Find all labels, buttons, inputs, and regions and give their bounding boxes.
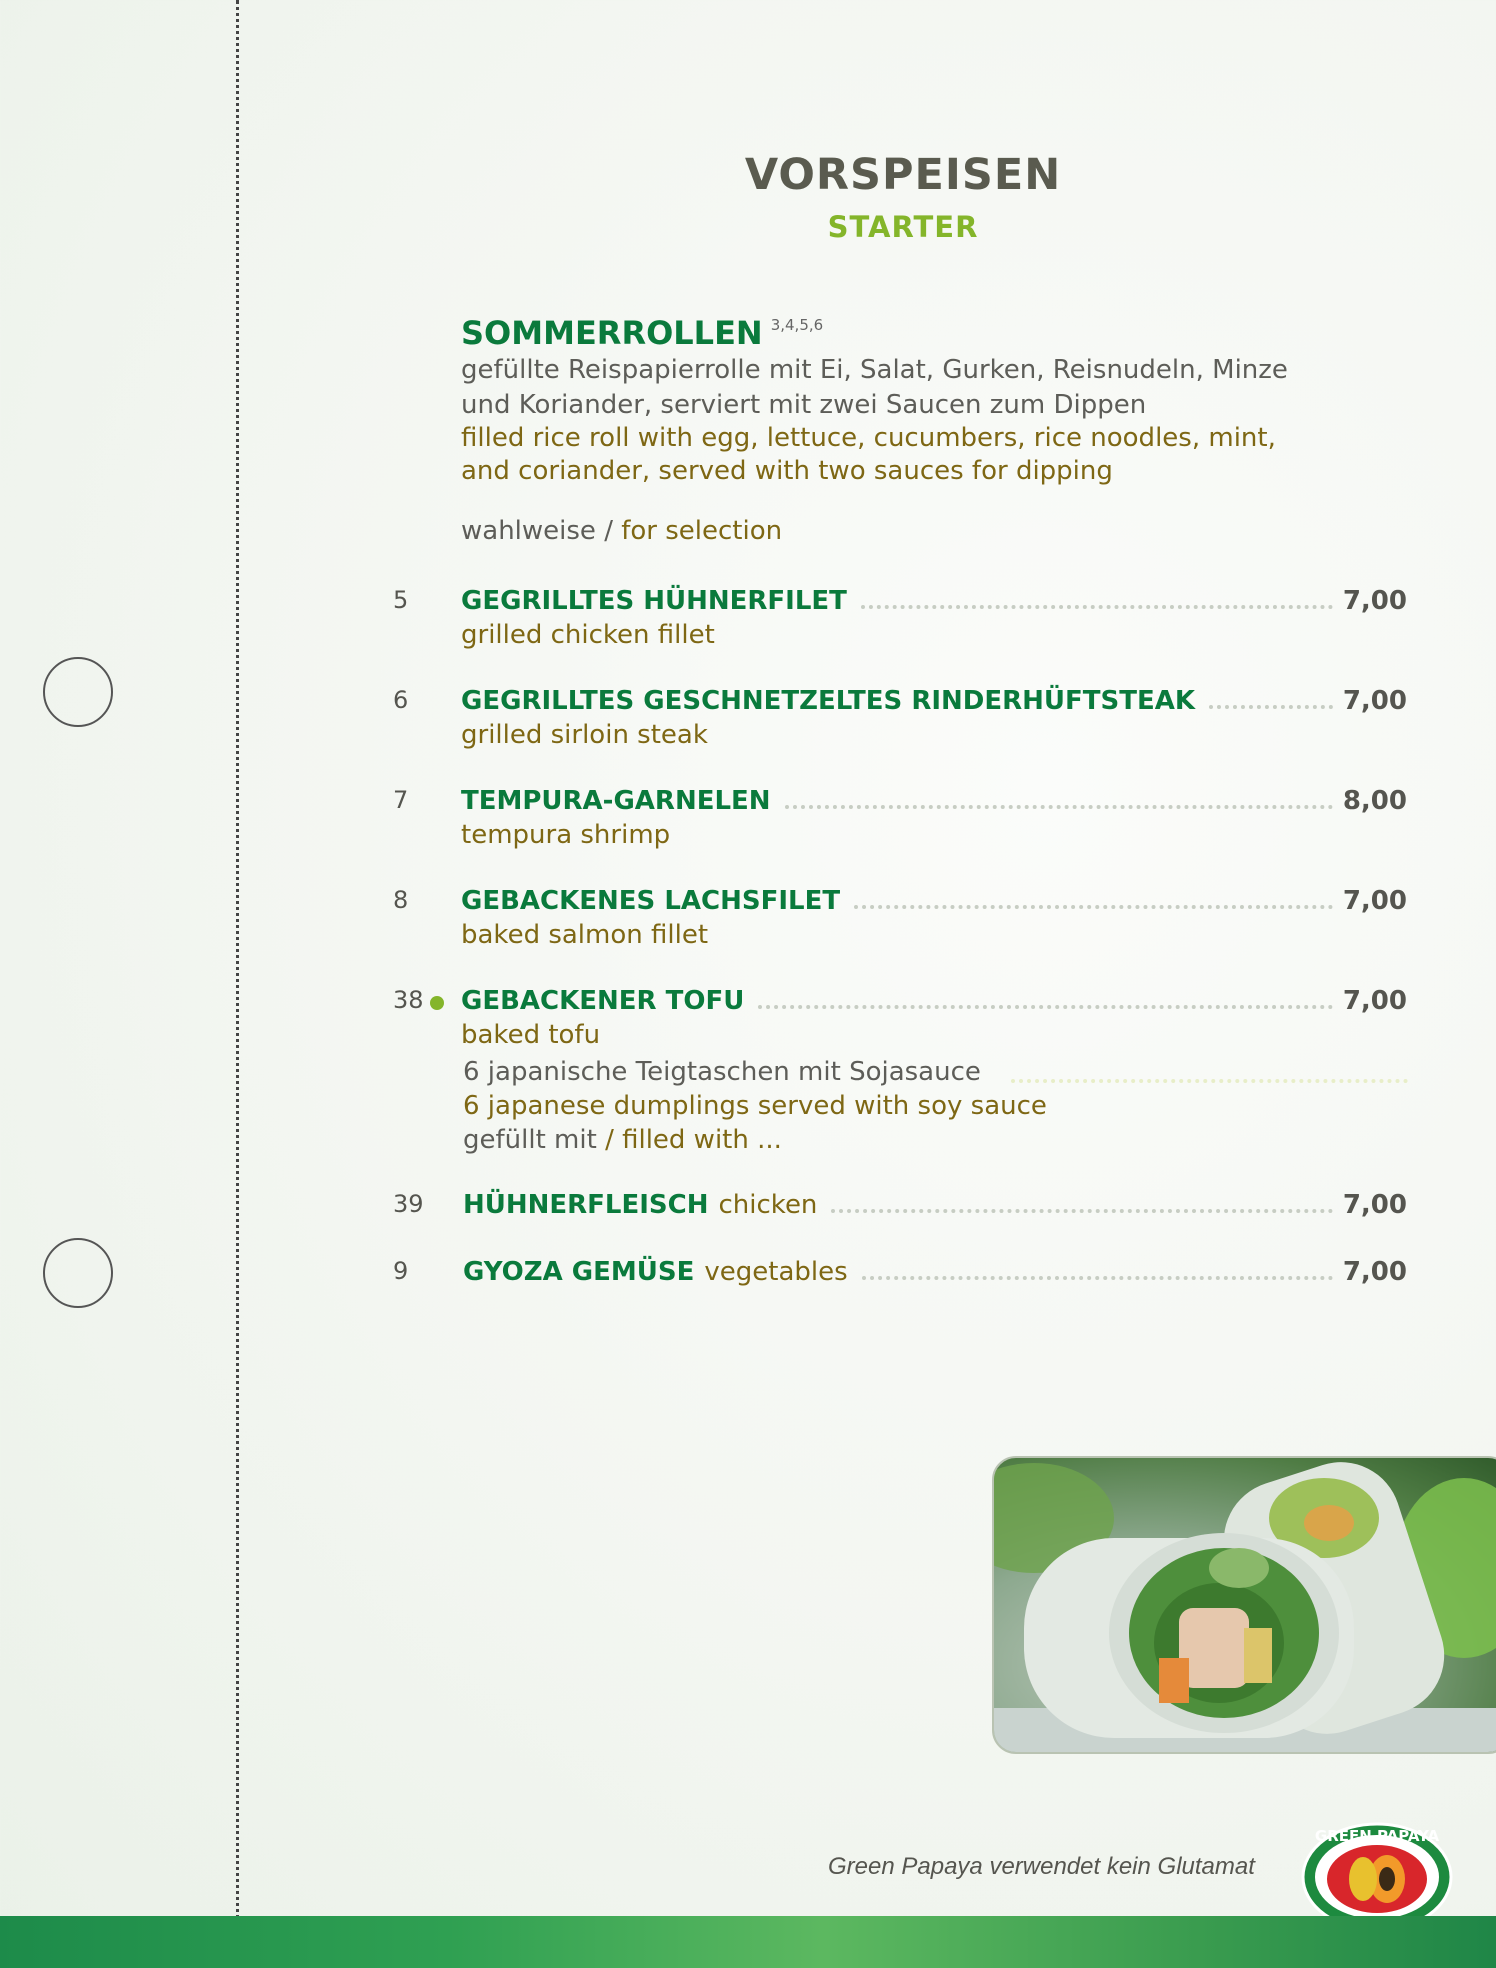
- item-number: 39: [393, 1190, 424, 1218]
- dot-leader: [758, 1005, 1333, 1009]
- item-name-en: grilled chicken fillet: [461, 620, 715, 650]
- item-name: GEGRILLTES HÜHNERFILET: [461, 586, 847, 616]
- gyoza-description-en: 6 japanese dumplings served with soy sauce: [463, 1091, 1047, 1121]
- item-number: 9: [393, 1257, 409, 1285]
- item-price: 7,00: [1342, 986, 1407, 1016]
- item-number: 6: [393, 686, 409, 714]
- dot-leader: [854, 905, 1333, 909]
- item-name: HÜHNERFLEISCH: [463, 1190, 709, 1220]
- dot-leader: [785, 805, 1333, 809]
- selection-note: [461, 516, 782, 546]
- punch-hole-top: [43, 657, 113, 727]
- intro-description-en-2: and coriander, served with two sauces for dipping: [461, 456, 1113, 486]
- binding-dotted-line: [236, 0, 239, 1968]
- page-title: VORSPEISEN: [744, 150, 1062, 200]
- intro-description-de-2: und Koriander, serviert mit zwei Saucen zum Dippen: [461, 390, 1147, 420]
- allergen-codes: 3,4,5,6: [770, 316, 824, 334]
- item-price: 7,00: [1342, 586, 1407, 616]
- filled-de: gefüllt mit: [463, 1125, 597, 1155]
- item-name-en: vegetables: [704, 1257, 848, 1287]
- dot-leader: [861, 605, 1333, 609]
- item-price: 7,00: [1342, 886, 1407, 916]
- footer-note: Green Papaya verwendet kein Glutamat: [828, 1853, 1255, 1880]
- gyoza-description-de: 6 japanische Teigtaschen mit Sojasauce: [463, 1057, 981, 1087]
- item-name-en: grilled sirloin steak: [461, 720, 708, 750]
- item-number: 5: [393, 586, 409, 614]
- item-name-en: baked tofu: [461, 1020, 601, 1050]
- item-price: 8,00: [1342, 786, 1407, 816]
- gyoza-description: [463, 1055, 1408, 1157]
- item-name-en: baked salmon fillet: [461, 920, 709, 950]
- intro-description-de-1: gefüllte Reispapierrolle mit Ei, Salat, Gurken, Reisnudeln, Minze: [461, 355, 1288, 385]
- dot-leader: [862, 1276, 1333, 1280]
- item-price: 7,00: [1342, 1257, 1407, 1287]
- selection-en: for selection: [621, 516, 783, 546]
- intro-section: [461, 314, 1361, 488]
- item-name: GEBACKENER TOFU: [461, 986, 745, 1016]
- item-number: 7: [393, 786, 409, 814]
- item-name: GYOZA GEMÜSE: [463, 1257, 695, 1287]
- summer-rolls-photo: [992, 1456, 1496, 1754]
- selection-de: wahlweise /: [461, 516, 613, 546]
- vegetarian-dot-icon: [430, 996, 444, 1010]
- item-number: 38: [393, 986, 424, 1014]
- footer-band: [0, 1916, 1496, 1968]
- page-subtitle: STARTER: [827, 210, 979, 244]
- item-name-en: tempura shrimp: [461, 820, 671, 850]
- dot-leader: [1209, 705, 1333, 709]
- item-number: 8: [393, 886, 409, 914]
- item-price: 7,00: [1342, 1190, 1407, 1220]
- dot-leader: [1011, 1079, 1408, 1083]
- intro-description-en-1: filled rice roll with egg, lettuce, cucumbers, rice noodles, mint,: [461, 423, 1276, 453]
- gyoza-filled-with: [463, 1123, 1408, 1157]
- item-name: TEMPURA-GARNELEN: [461, 786, 771, 816]
- item-name-en: chicken: [718, 1190, 818, 1220]
- item-name: GEGRILLTES GESCHNETZELTES RINDERHÜFTSTEAK: [461, 686, 1195, 716]
- filled-en: / filled with ...: [605, 1125, 782, 1155]
- dot-leader: [831, 1209, 1332, 1213]
- punch-hole-bottom: [43, 1238, 113, 1308]
- intro-dish-title: SOMMERROLLEN: [461, 314, 763, 352]
- svg-text:GREEN PAPAYA: GREEN PAPAYA: [1314, 1827, 1440, 1845]
- item-price: 7,00: [1342, 686, 1407, 716]
- intro-dish-name: [461, 314, 1361, 352]
- item-name: GEBACKENES LACHSFILET: [461, 886, 841, 916]
